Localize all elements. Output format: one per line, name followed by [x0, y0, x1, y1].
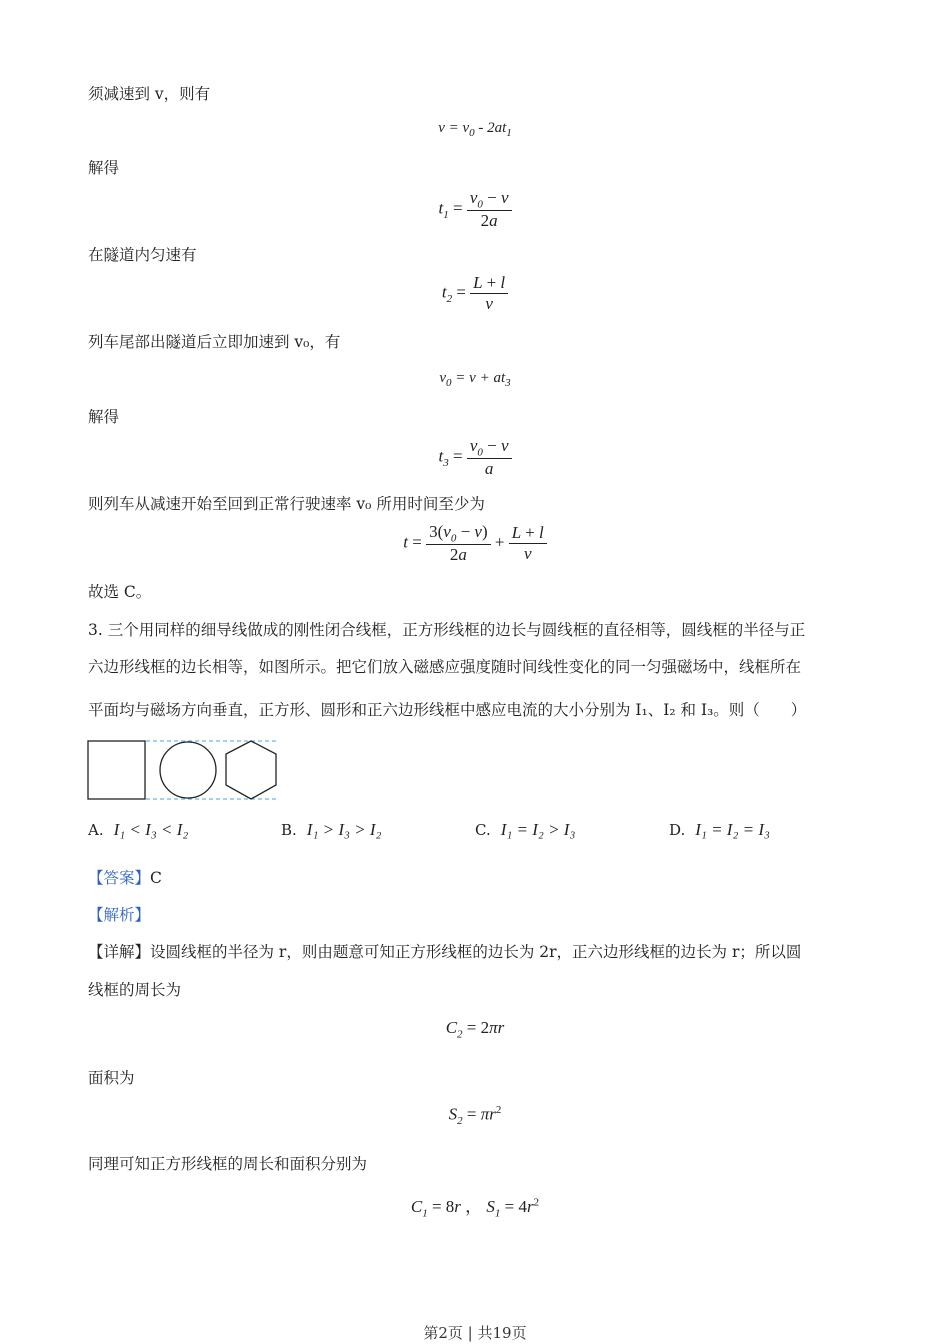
- text-line: 须减速到 v，则有: [88, 85, 211, 103]
- hexagon-frame: [226, 741, 276, 799]
- text-line: 同理可知正方形线框的周长和面积分别为: [88, 1155, 368, 1173]
- analysis-tag: 【解析】: [88, 906, 151, 924]
- option-d[interactable]: [669, 820, 770, 840]
- equation-t2: $t_2$ = $\frac{L + l}{v}$: [0, 273, 950, 314]
- answer-line: [88, 866, 162, 888]
- question-text: 3. 三个用同样的细导线做成的刚性闭合线框，正方形线框的边长与圆线框的直径相等，圆线框的半径与正: [88, 621, 806, 639]
- option-label: C.: [475, 821, 491, 839]
- text-line: 面积为: [88, 1069, 135, 1087]
- text-line: 解得: [88, 408, 120, 426]
- option-c[interactable]: [475, 820, 575, 840]
- answer-tag: 【答案】: [88, 869, 151, 887]
- question-text: 平面均与磁场方向垂直，正方形、圆形和正六边形线框中感应电流的大小分别为 I₁、I₂ 和 I₃。则（ ）: [88, 701, 807, 719]
- square-frame: [88, 741, 145, 799]
- text-line: 在隧道内匀速有: [88, 246, 197, 264]
- page-footer: 第2页 | 共19页: [423, 1324, 527, 1342]
- text-line: 则列车从减速开始至回到正常行驶速率 v₀ 所用时间至少为: [88, 495, 485, 513]
- option-expr: I₁ = I₂ = I₃: [695, 820, 770, 839]
- option-label: B.: [281, 821, 297, 839]
- text-line: 解得: [88, 159, 120, 177]
- question-text: 六边形线框的边长相等，如图所示。把它们放入磁感应强度随时间线性变化的同一匀强磁场中，线框所在: [88, 658, 802, 676]
- detail-text: 线框的周长为: [88, 981, 182, 999]
- detail-text: 【详解】设圆线框的半径为 r，则由题意可知正方形线框的边长为 2r，正六边形线框的边长为 r；所以圆: [88, 943, 802, 961]
- option-label: A.: [88, 821, 104, 839]
- answer-value: C: [150, 869, 162, 887]
- equation-s2: $S_2 = \pi r^2$: [448, 1104, 502, 1128]
- wire-frames-figure: [86, 738, 281, 802]
- option-a[interactable]: [88, 820, 188, 840]
- option-expr: I₁ = I₂ > I₃: [500, 820, 576, 839]
- option-expr: I₁ < I₃ < I₂: [113, 820, 189, 839]
- text-line: 故选 C。: [88, 583, 152, 601]
- equation-t: t = $\frac{3(v_0 - v)}{2a}$ + $\frac{L + l}{v}$: [0, 522, 950, 565]
- equation-v: $v = v_0 - 2at_1$: [438, 120, 512, 139]
- equation-c2: $C_2 = 2\pi r$: [445, 1018, 505, 1041]
- option-expr: I₁ > I₃ > I₂: [306, 820, 382, 839]
- circle-frame: [160, 742, 216, 798]
- equation-c1-s1: $C_1 = 8r$ ， $S_1 = 4r^2$: [410, 1196, 540, 1220]
- equation-t1: $t_1$ = $\frac{v_0 - v}{2a}$: [0, 188, 950, 231]
- text-line: 列车尾部出隧道后立即加速到 v₀，有: [88, 333, 341, 351]
- option-b[interactable]: [281, 820, 381, 840]
- equation-t3: $t_3$ = $\frac{v_0 - v}{a}$: [0, 436, 950, 479]
- equation-v0: $v_0 = v + at_3$: [439, 370, 511, 389]
- option-label: D.: [669, 821, 686, 839]
